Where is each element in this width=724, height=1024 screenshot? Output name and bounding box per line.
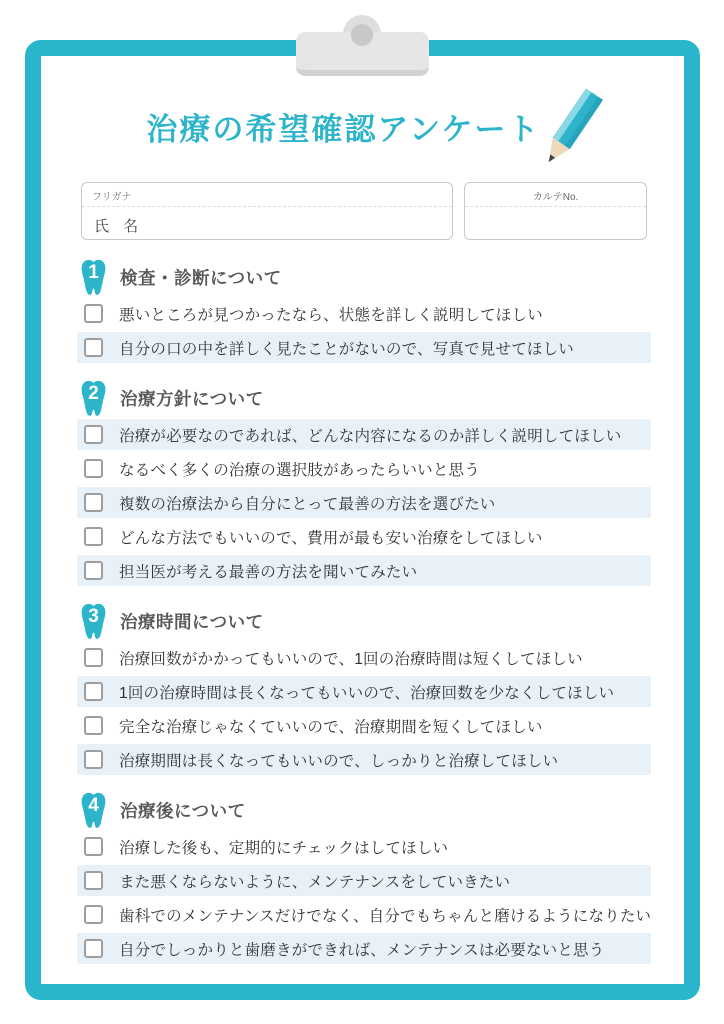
section-number: 3: [88, 606, 99, 627]
checklist-row: [77, 453, 651, 484]
checkbox[interactable]: [84, 905, 103, 924]
title-row: [0, 82, 724, 175]
section-header: [77, 791, 651, 829]
karte-number-field[interactable]: [464, 182, 647, 240]
checklist-row: [77, 555, 651, 586]
section-number: 4: [88, 795, 99, 816]
checkbox[interactable]: [84, 648, 103, 667]
section-number: 1: [88, 262, 99, 283]
section-header: [77, 258, 651, 296]
checklist-item-label: 担当医が考える最善の方法を聞いてみたい: [119, 563, 418, 581]
questionnaire-sections: [77, 258, 651, 980]
checklist-item-label: 複数の治療法から自分にとって最善の方法を選びたい: [119, 495, 496, 513]
checklist-item-label: 1回の治療時間は長くなってもいいので、治療回数を少なくしてほしい: [119, 684, 615, 702]
pencil-icon: [533, 86, 606, 177]
checklist-item-label: 歯科でのメンテナンスだけでなく、自分でもちゃんと磨けるようになりたい: [119, 907, 652, 925]
checklist-item-label: 治療期間は長くなってもいいので、しっかりと治療してほしい: [119, 752, 559, 770]
checkbox[interactable]: [84, 493, 103, 512]
section-title: 治療時間について: [120, 611, 264, 632]
checklist-item-label: どんな方法でもいいので、費用が最も安い治療をしてほしい: [119, 529, 543, 547]
checklist-item-label: また悪くならないように、メンテナンスをしていきたい: [119, 873, 511, 891]
checkbox[interactable]: [84, 338, 103, 357]
checklist-row: [77, 642, 651, 673]
checklist-item-label: 治療回数がかかってもいいので、1回の治療時間は短くしてほしい: [119, 650, 583, 668]
name-field[interactable]: [81, 182, 453, 240]
checklist-row: [77, 710, 651, 741]
checkbox[interactable]: [84, 304, 103, 323]
section-inspection: [77, 258, 651, 363]
karte-label: カルテNo.: [465, 183, 646, 207]
checklist-row: [77, 933, 651, 964]
checkbox[interactable]: [84, 459, 103, 478]
checkbox[interactable]: [84, 561, 103, 580]
tooth-number-icon: [77, 258, 110, 296]
checklist-row: [77, 332, 651, 363]
checklist-item-label: なるべく多くの治療の選択肢があったらいいと思う: [119, 461, 480, 479]
furigana-label: フリガナ: [82, 183, 452, 207]
section-number: 2: [88, 383, 99, 404]
checklist-row: [77, 865, 651, 896]
checklist-row: [77, 298, 651, 329]
section-time: [77, 602, 651, 775]
section-title: 治療後について: [120, 800, 246, 821]
checklist-row: [77, 744, 651, 775]
checklist-item-label: 自分の口の中を詳しく見たことがないので、写真で見せてほしい: [119, 340, 574, 358]
page-title: 治療の希望確認アンケート: [146, 112, 541, 147]
tooth-number-icon: [77, 602, 110, 640]
section-header: [77, 379, 651, 417]
checklist-item-label: 自分でしっかりと歯磨きができれば、メンテナンスは必要ないと思う: [119, 941, 605, 959]
checkbox[interactable]: [84, 527, 103, 546]
checklist-row: [77, 487, 651, 518]
checklist-item-label: 完全な治療じゃなくていいので、治療期間を短くしてほしい: [119, 718, 543, 736]
checkbox[interactable]: [84, 682, 103, 701]
section-policy: [77, 379, 651, 586]
tooth-number-icon: [77, 379, 110, 417]
checklist-item-label: 悪いところが見つかったなら、状態を詳しく説明してほしい: [119, 306, 543, 324]
section-header: [77, 602, 651, 640]
checklist-row: [77, 676, 651, 707]
tooth-number-icon: [77, 791, 110, 829]
checklist-row: [77, 521, 651, 552]
checkbox[interactable]: [84, 837, 103, 856]
checkbox[interactable]: [84, 750, 103, 769]
checklist-item-label: 治療した後も、定期的にチェックはしてほしい: [119, 839, 449, 857]
section-title: 検査・診断について: [120, 267, 282, 288]
checklist-row: [77, 899, 651, 930]
checkbox[interactable]: [84, 871, 103, 890]
clipboard-clip: [0, 15, 724, 76]
checklist-item-label: 治療が必要なのであれば、どんな内容になるのか詳しく説明してほしい: [119, 427, 622, 445]
checkbox[interactable]: [84, 939, 103, 958]
checkbox[interactable]: [84, 425, 103, 444]
section-title: 治療方針について: [120, 388, 264, 409]
checklist-row: [77, 831, 651, 862]
section-aftercare: [77, 791, 651, 964]
checklist-row: [77, 419, 651, 450]
name-label: 氏 名: [94, 218, 144, 235]
checkbox[interactable]: [84, 716, 103, 735]
